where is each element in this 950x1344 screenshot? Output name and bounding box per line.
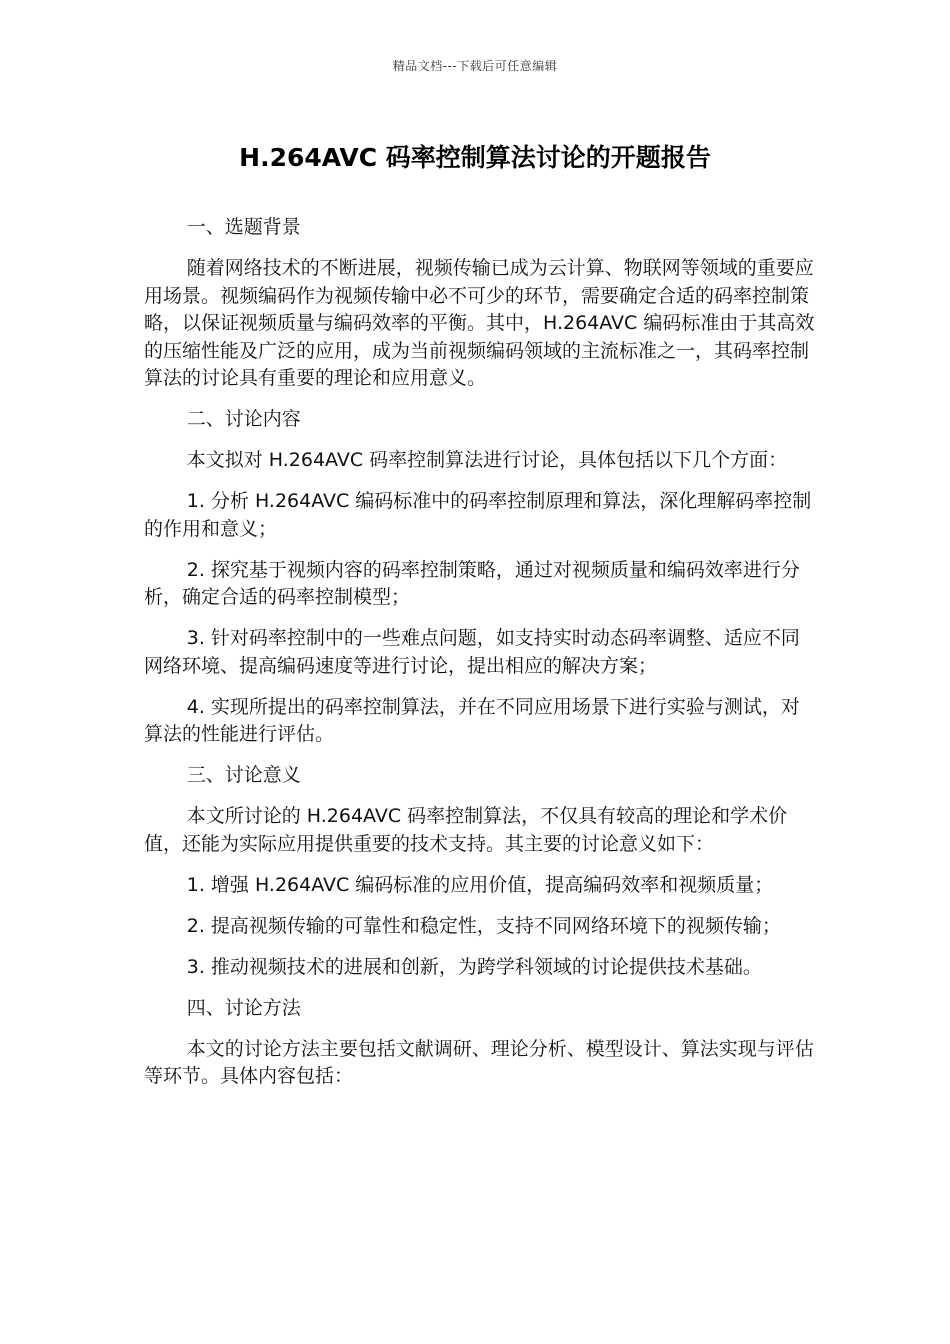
document-body <box>144 214 816 1104</box>
list-item: 2. 探究基于视频内容的码率控制策略，通过对视频质量和编码效率进行分析，确定合适的码率控制模型； <box>144 558 800 608</box>
paragraph: 本文所讨论的 H.264AVC 码率控制算法，不仅具有较高的理论和学术价值，还能为实际应用提供重要的技术支持。其主要的讨论意义如下： <box>144 805 788 855</box>
list-item: 3. 推动视频技术的进展和创新，为跨学科领域的讨论提供技术基础。 <box>186 955 762 978</box>
document-title: H.264AVC 码率控制算法讨论的开题报告 <box>239 143 711 172</box>
section-heading-significance: 三、讨论意义 <box>186 764 301 786</box>
list-item: 2. 提高视频传输的可靠性和稳定性，支持不同网络环境下的视频传输； <box>186 914 781 937</box>
paragraph: 本文拟对 H.264AVC 码率控制算法进行讨论，具体包括以下几个方面： <box>186 449 788 471</box>
list-item: 4. 实现所提出的码率控制算法，并在不同应用场景下进行实验与测试，对算法的性能进行评估。 <box>144 695 800 745</box>
paragraph: 随着网络技术的不断进展，视频传输已成为云计算、物联网等领域的重要应用场景。视频编码作为视频传输中必不可少的环节，需要确定合适的码率控制策略，以保证视频质量与编码效率的平衡。其中，H.264AVC 编码标准由于其高效的压缩性能及广泛的应用，成为当前视频编码领域的主流标准之一，其码率控制算法的讨论具有重要的理论和应用意义。 <box>144 257 815 389</box>
list-item: 3. 针对码率控制中的一些难点问题，如支持实时动态码率调整、适应不同网络环境、提高编码速度等进行讨论，提出相应的解决方案； <box>144 627 800 677</box>
section-heading-methods: 四、讨论方法 <box>186 996 301 1019</box>
section-heading-background: 一、选题背景 <box>186 216 301 238</box>
page-header-note: 精品文档---下载后可任意编辑 <box>392 59 558 73</box>
paragraph: 本文的讨论方法主要包括文献调研、理论分析、模型设计、算法实现与评估等环节。具体内容包括： <box>144 1037 814 1087</box>
list-item: 1. 分析 H.264AVC 编码标准中的码率控制原理和算法，深化理解码率控制的作用和意义； <box>144 490 812 540</box>
section-heading-content: 二、讨论内容 <box>186 408 301 430</box>
list-item: 1. 增强 H.264AVC 编码标准的应用价值，提高编码效率和视频质量； <box>186 873 774 896</box>
